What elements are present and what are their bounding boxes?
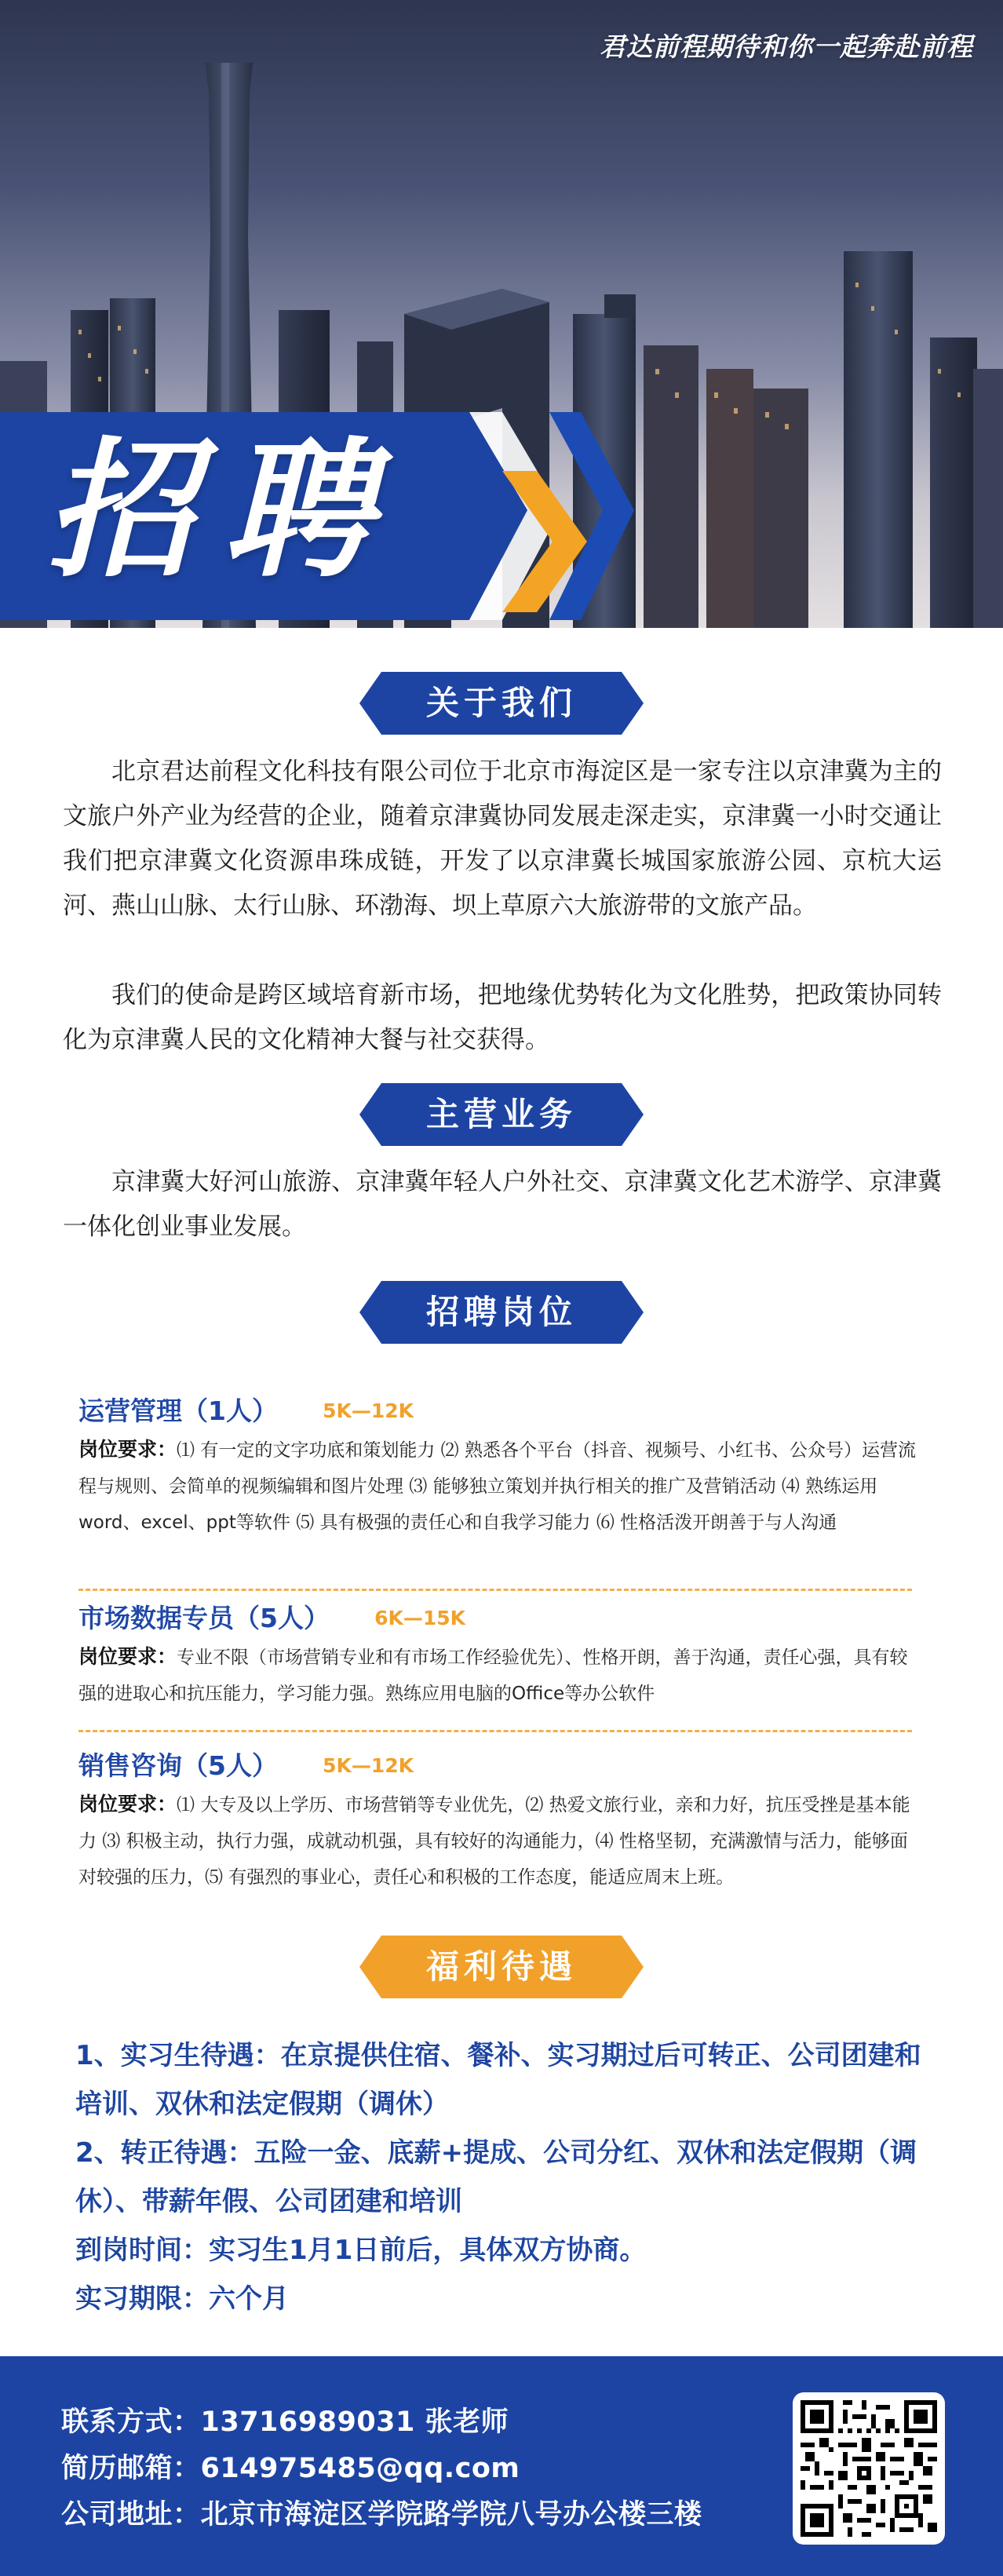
section-heading-benefits (0, 1936, 1003, 1998)
job-requirement-label: 岗位要求： (78, 1645, 177, 1668)
qr-code-icon (793, 2392, 945, 2545)
job-requirement-label: 岗位要求： (78, 1438, 177, 1461)
contact-email: 简历邮箱：614975485@qq.com (61, 2453, 520, 2484)
job-divider (78, 1589, 912, 1591)
benefit-intern: 1、实习生待遇：在京提供住宿、餐补、实习期过后可转正、公司团建和培训、双休和法定假期（调休） (75, 2040, 921, 2120)
job-description (78, 1432, 918, 1541)
job-salary: 5K—12K (323, 1399, 414, 1422)
job-requirement-text: ⑴ 大专及以上学历、市场营销等专业优先，⑵ 热爱文旅行业，亲和力好，抗压受挫是基本能力 ⑶ 积极主动，执行力强，成就动机强，具有较好的沟通能力，⑷ 性格坚韧，充满激情与活力，能够面对较强的压力，⑸ 有强烈的事业心，责任心和积极的工作态度，能适应周末上班。 (78, 1795, 910, 1888)
about-paragraph-2: 我们的使命是跨区域培育新市场，把地缘优势转化为文化胜势，把政策协同转化为京津冀人民的文化精神大餐与社交获得。 (63, 981, 942, 1054)
qr-code-icon (801, 2400, 937, 2537)
job-header (78, 1598, 918, 1639)
job-salary: 5K—12K (323, 1754, 414, 1777)
job-requirement-label: 岗位要求： (78, 1793, 177, 1815)
job-listing-sales (78, 1746, 918, 1896)
job-description (78, 1639, 918, 1712)
section-heading-label: 福利待遇 (425, 1947, 577, 1986)
contact-phone: 联系方式：13716989031 张老师 (61, 2406, 509, 2438)
section-heading-label: 招聘岗位 (425, 1293, 577, 1331)
job-listing-operations (78, 1391, 918, 1541)
job-divider (78, 1730, 912, 1732)
contact-footer (0, 2356, 1003, 2576)
section-heading-jobs (0, 1281, 1003, 1344)
job-title: 市场数据专员（5人） (78, 1603, 330, 1633)
section-heading-business (0, 1083, 1003, 1146)
hero-slogan: 君达前程期待和你一起奔赴前程 (600, 31, 973, 62)
job-title: 运营管理（1人） (78, 1396, 278, 1426)
benefit-regular: 2、转正待遇：五险一金、底薪+提成、公司分红、双休和法定假期（调休）、带薪年假、公司团建和培训 (75, 2137, 917, 2217)
job-header (78, 1391, 918, 1432)
job-salary: 6K—15K (374, 1607, 465, 1629)
job-listing-market-data (78, 1598, 918, 1712)
contact-address: 公司地址：北京市海淀区学院路学院八号办公楼三楼 (61, 2499, 702, 2530)
hero-section (0, 0, 1003, 628)
about-paragraph-1: 北京君达前程文化科技有限公司位于北京市海淀区是一家专注以京津冀为主的文旅户外产业为经营的企业，随着京津冀协同发展走深走实，京津冀一小时交通让我们把京津冀文化资源串珠成链，开发了以京津冀长城国家旅游公园、京杭大运河、燕山山脉、太行山脉、环渤海、坝上草原六大旅游带的文旅产品。 (63, 757, 942, 920)
section-heading-label: 关于我们 (425, 684, 577, 722)
section-heading-about (0, 672, 1003, 735)
job-header (78, 1746, 918, 1786)
business-paragraph: 京津冀大好河山旅游、京津冀年轻人户外社交、京津冀文化艺术游学、京津冀一体化创业事业发展。 (63, 1168, 942, 1241)
job-requirement-text: ⑴ 有一定的文字功底和策划能力 ⑵ 熟悉各个平台（抖音、视频号、小红书、公众号）运营流程与规则、会简单的视频编辑和图片处理 ⑶ 能够独立策划并执行相关的推广及营销活动 ⑷ 熟练运用word、excel、ppt等软件 ⑸ 具有极强的责任心和自我学习能力 ⑹ 性格活泼开朗善于与人沟通 (78, 1440, 916, 1533)
job-title: 销售咨询（5人） (78, 1750, 278, 1781)
job-requirement-text: 专业不限（市场营销专业和有市场工作经验优先）、性格开朗，善于沟通，责任心强，具有较强的进取心和抗压能力，学习能力强。熟练应用电脑的Office等办公软件 (78, 1647, 908, 1704)
benefit-start-date: 到岗时间：实习生1月1日前后，具体双方协商。 (75, 2235, 647, 2266)
section-heading-label: 主营业务 (425, 1095, 577, 1133)
benefit-intern-period: 实习期限：六个月 (75, 2283, 289, 2315)
hero-title: 招聘 (46, 424, 401, 597)
job-description (78, 1786, 918, 1896)
